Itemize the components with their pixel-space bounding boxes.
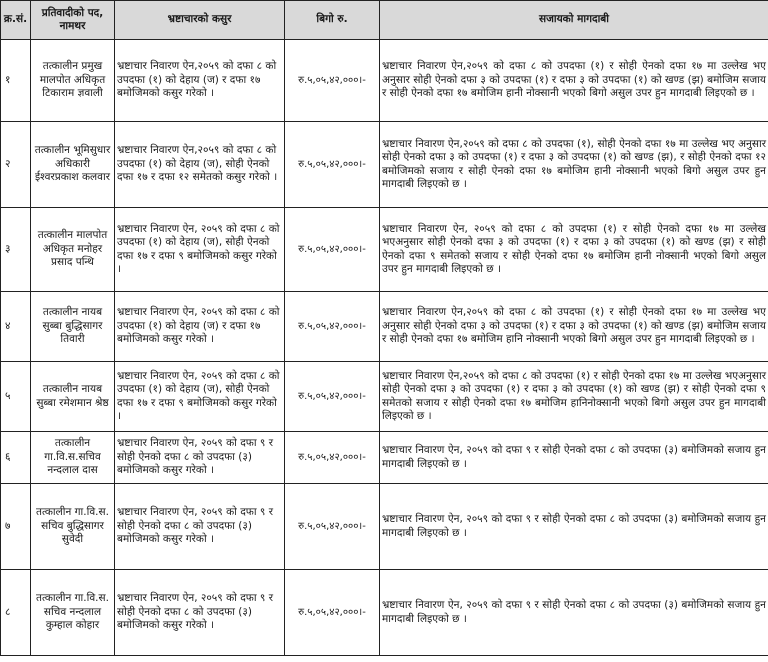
- row-demand: भ्रष्टाचार निवारण ऐन, २०५९ को दफा ९ र सोही ऐनको दफा ८ को उपदफा (३) बमोजिमको सजाय हुन मागदाबी लिइएको छ ।: [380, 570, 768, 656]
- row-serial: ५: [1, 362, 31, 432]
- row-demand: भ्रष्टाचार निवारण ऐन,२०५९ को दफा ८ को उपदफा (१), सोही ऐनको दफा १७ मा उल्लेख भए अनुसार सोही ऐनको दफा ३ को उपदफा (१) र दफा ३ को उपदफा (१) को खण्ड (झ), र सोही ऐनको दफा १२ बमोजिमको सजाय र सोही ऐनको दफा १७ बमोजिम हानी नोक्सानी भएको बिगो असुल उपर हुन मागदाबी लिइएको छ ।: [380, 122, 768, 208]
- table-row: [1, 292, 768, 362]
- row-amount: रु.५,०५,४२,०००।-: [285, 40, 380, 122]
- row-serial: २: [1, 122, 31, 208]
- table-row: [1, 432, 768, 484]
- row-charge: भ्रष्टाचार निवारण ऐन, २०५९ को दफा ९ र सोही ऐनको दफा ८ को उपदफा (३) बमोजिमको कसुर गरेको ।: [115, 484, 285, 570]
- row-serial: १: [1, 40, 31, 122]
- row-charge: भ्रष्टाचार निवारण ऐन, २०५९ को दफा ८ को उपदफा (१) को देहाय (ज), सोही ऐनको दफा १७ र दफा ९ बमोजिमको कसुर गरेको ।: [115, 208, 285, 292]
- row-amount: रु.५,०५,४२,०००।-: [285, 570, 380, 656]
- header-amount: बिगो रु.: [285, 1, 380, 40]
- row-defendant: तत्कालीन नायब सुब्बा रमेशमान श्रेष्ठ: [31, 362, 115, 432]
- header-sn: क्र.सं.: [1, 1, 31, 40]
- row-demand: भ्रष्टाचार निवारण ऐन, २०५९ को दफा ८ को उपदफा (१) र सोही ऐनको दफा १७ मा उल्लेख भएअनुसार सोही ऐनको दफा ३ को उपदफा (१) र दफा ३ को उपदफा (१) को खण्ड (झ) र सोही ऐनको दफा ९ समेतको सजाय र सोही ऐनको दफा १७ बमोजिम हानी नोक्सानी भएको बिगो असुल उपर हुन मागदाबी लिइएको छ ।: [380, 208, 768, 292]
- row-demand: भ्रष्टाचार निवारण ऐन,२०५९ को दफा ८ को उपदफा (१) र सोही ऐनको दफा १७ मा उल्लेख भए अनुसार सोही ऐनको दफा ३ को उपदफा (१) र दफा ३ को उपदफा (१) को खण्ड (झ) बमोजिम सजाय र सोही ऐनको दफा १७ बमोजिम हानी नोक्सानी भएको बिगो असुल उपर हुन मागदाबी लिइएको छ ।: [380, 40, 768, 122]
- row-demand: भ्रष्टाचार निवारण ऐन, २०५९ को दफा ९ र सोही ऐनको दफा ८ को उपदफा (३) बमोजिमको सजाय हुन मागदाबी लिइएको छ ।: [380, 484, 768, 570]
- row-charge: भ्रष्टाचार निवारण ऐन, २०५९ को दफा ८ को उपदफा (१) को देहाय (ज), सोही ऐनको दफा १७ र दफा ९ बमोजिमको कसुर गरेको ।: [115, 362, 285, 432]
- row-charge: भ्रष्टाचार निवारण ऐन,२०५९ को दफा ८ को उपदफा (१) को देहाय (ज), सोही ऐनको दफा १७ र दफा १२ समेतको कसुर गरेको ।: [115, 122, 285, 208]
- row-amount: रु.५,०५,४२,०००।-: [285, 362, 380, 432]
- row-defendant: तत्कालीन गा.वि.स. सचिव बुद्धिसागर सुवेदी: [31, 484, 115, 570]
- table-row: [1, 570, 768, 656]
- row-charge: भ्रष्टाचार निवारण ऐन, २०५९ को दफा ९ र सोही ऐनको दफा ८ को उपदफा (३) बमोजिमको कसुर गरेको ।: [115, 570, 285, 656]
- table-row: [1, 362, 768, 432]
- row-charge: भ्रष्टाचार निवारण ऐन, २०५९ को दफा ९ र सोही ऐनको दफा ८ को उपदफा (३) बमोजिमको कसुर गरेको ।: [115, 432, 285, 484]
- table-row: [1, 40, 768, 122]
- header-charge: भ्रष्टाचारको कसुर: [115, 1, 285, 40]
- table-row: [1, 208, 768, 292]
- row-defendant: तत्कालीन गा.वि.स.सचिव नन्दलाल दास: [31, 432, 115, 484]
- row-defendant: तत्कालीन भूमिसुधार अधिकारी ईश्वरप्रकाश कलवार: [31, 122, 115, 208]
- row-charge: भ्रष्टाचार निवारण ऐन, २०५९ को दफा ८ को उपदफा (१) को देहाय (ज) र दफा १७ बमोजिमको कसुर गरेको ।: [115, 292, 285, 362]
- row-demand: भ्रष्टाचार निवारण ऐन,२०५९ को दफा ८ को उपदफा (१) र सोही ऐनको दफा १७ मा उल्लेख भएअनुसार सोही ऐनको दफा ३ को उपदफा (१) र दफा ३ को उपदफा (१) को खण्ड (झ) र सोही ऐनको दफा ९ समेतको सजाय र सोही ऐनको दफा १७ बमोजिम हानिनोक्सानी भएको बिगो असुल उपर हुन मागदाबी लिइएको छ ।: [380, 362, 768, 432]
- row-demand: भ्रष्टाचार निवारण ऐन,२०५९ को दफा ८ को उपदफा (१) र सोही ऐनको दफा १७ मा उल्लेख भए अनुसार सोही ऐनको दफा ३ को उपदफा (१) र दफा ३ को उपदफा (१) को खण्ड (झ) बमोजिम सजाय र सोही ऐनको दफा १७ बमोजिम हानि नोक्सानी भएको बिगो असुल उपर हुन मागदाबी लिइएको छ ।: [380, 292, 768, 362]
- row-amount: रु.५,०५,४२,०००।-: [285, 484, 380, 570]
- table-row: [1, 122, 768, 208]
- row-demand: भ्रष्टाचार निवारण ऐन, २०५९ को दफा ९ र सोही ऐनको दफा ८ को उपदफा (३) बमोजिमको सजाय हुन मागदाबी लिइएको छ ।: [380, 432, 768, 484]
- row-defendant: तत्कालीन प्रमुख मालपोत अधिकृत टिकाराम ज्ञवाली: [31, 40, 115, 122]
- row-amount: रु.५,०५,४२,०००।-: [285, 292, 380, 362]
- row-charge: भ्रष्टाचार निवारण ऐन,२०५९ को दफा ८ को उपदफा (१) को देहाय (ज) र दफा १७ बमोजिमको कसुर गरेको ।: [115, 40, 285, 122]
- row-amount: रु.५,०५,४२,०००।-: [285, 122, 380, 208]
- header-demand: सजायको मागदाबी: [380, 1, 768, 40]
- row-serial: ४: [1, 292, 31, 362]
- header-row: [1, 1, 768, 40]
- row-amount: रु.५,०५,४२,०००।-: [285, 208, 380, 292]
- row-serial: ३: [1, 208, 31, 292]
- row-serial: ८: [1, 570, 31, 656]
- row-defendant: तत्कालीन नायब सुब्बा बुद्धिसागर तिवारी: [31, 292, 115, 362]
- row-serial: ६: [1, 432, 31, 484]
- row-amount: रु.५,०५,४२,०००।-: [285, 432, 380, 484]
- header-defendant: प्रतिवादीको पद, नामथर: [31, 1, 115, 40]
- row-defendant: तत्कालीन मालपोत अधिकृत मनोहर प्रसाद पन्थि: [31, 208, 115, 292]
- row-serial: ७: [1, 484, 31, 570]
- row-defendant: तत्कालीन गा.वि.स. सचिव नन्दलाल कुम्हाल कोहार: [31, 570, 115, 656]
- table-row: [1, 484, 768, 570]
